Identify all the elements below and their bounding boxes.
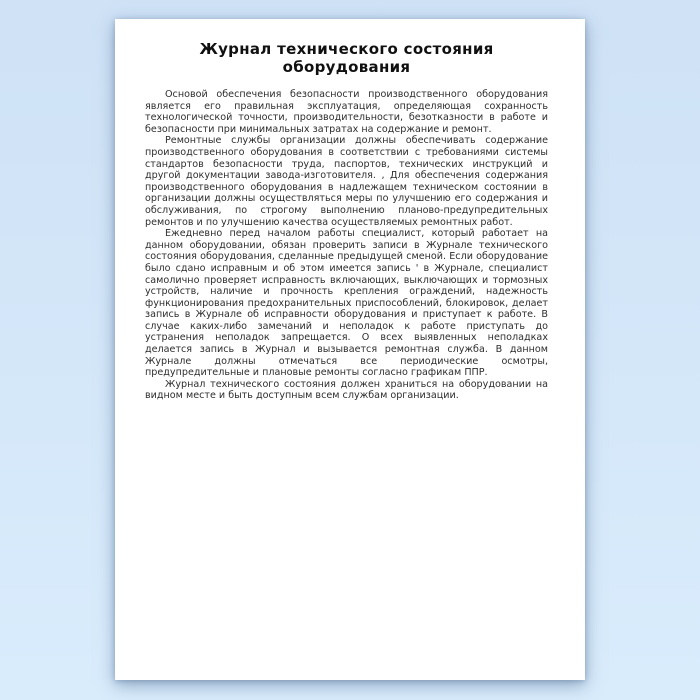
paragraph-equipment-safety-basis: Основой обеспечения безопасности производственного оборудования является его правильная эксплуатация, определяющая сохранность технологической точности, производительности, безотказности в работе и безопасности при минимальных затратах на содержание и ремонт. [145, 89, 548, 135]
paragraph-journal-storage: Журнал технического состояния должен храниться на оборудовании на видном месте и быть доступным всем службам организации. [145, 378, 548, 402]
document-title: Журнал технического состояния оборудования [199, 40, 494, 76]
document-page [115, 19, 585, 680]
paragraph-daily-check-procedure: Ежедневно перед началом работы специалист, который работает на данном оборудовании, обязан проверить записи в Журнале технического состояния оборудования, сделанные предыдущей сменой. Если оборудование было сдано исправным и об этом имеется запись ' в Журнале, специалист самолично проверяет исправность включающих, выключающих и тормозных устройств, наличие и прочность крепления ограждений, надежность функционирования предохранительных приспособлений, блокировок, делает запись в Журнале об исправности оборудования и приступает к работе. В случае каких-либо замечаний и неполадок к работе приступать до устранения неполадок запрещается. О всех выявленных неполадках делается запись в Журнал и вызывается ремонтная служба. В данном Журнале должны отмечаться все периодические осмотры, предупредительные и плановые ремонты согласно графикам ППР. [145, 228, 548, 379]
paragraph-repair-services-duties: Ремонтные службы организации должны обеспечивать содержание производственного оборудования в соответствии с требованиями системы стандартов безопасности труда, паспортов, технических инструкций и другой документации завода-изготовителя. , Для обеспечения содержания производственного оборудования в надлежащем техническом состоянии в организации должны осуществляться меры по улучшению его содержания и обслуживания, по строгому выполнению планово-предупредительных ремонтов и по улучшению качества осуществляемых ремонтных работ. [145, 135, 548, 228]
